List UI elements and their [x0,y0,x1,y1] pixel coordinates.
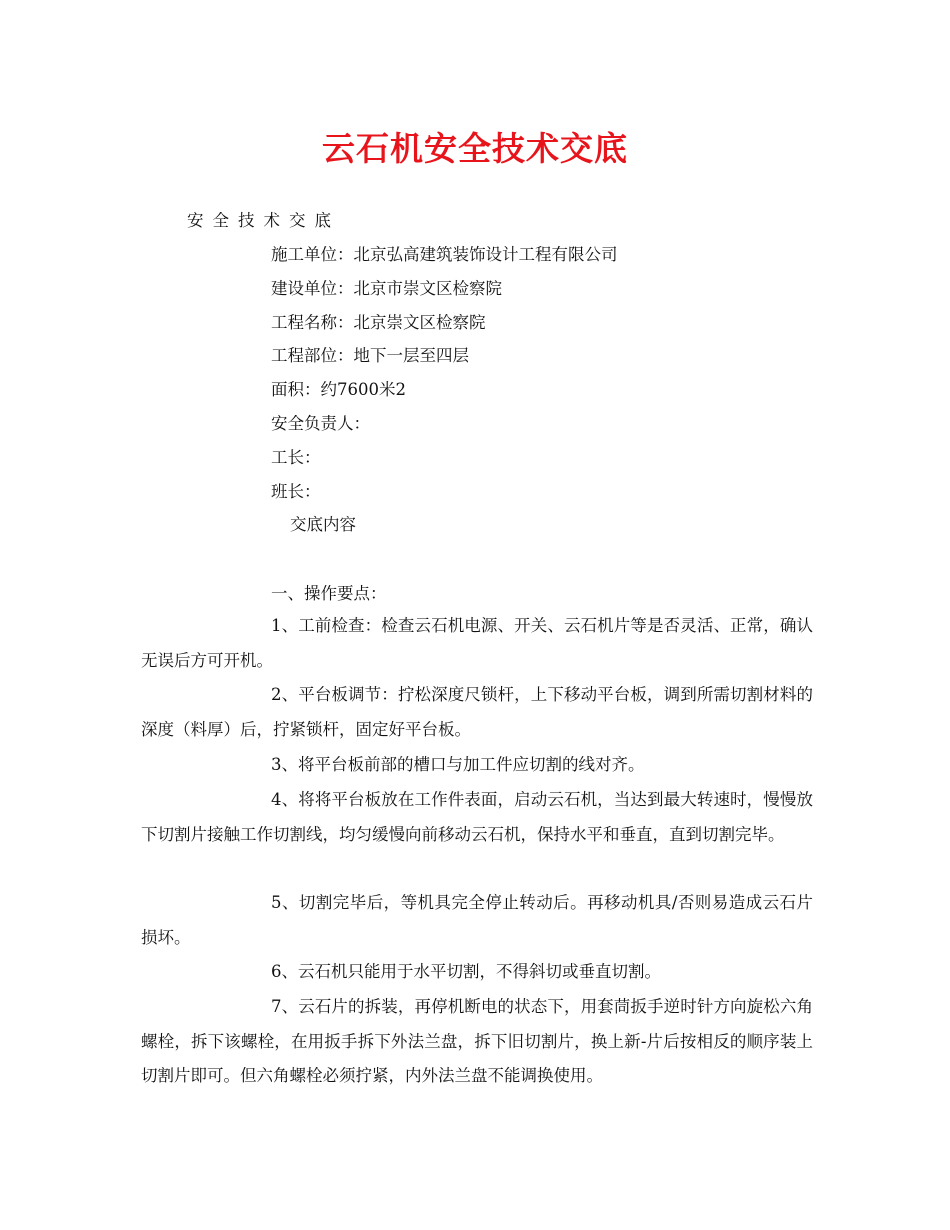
item-4: 4、将将平台板放在工作件表面，启动云石机，当达到最大转速时，慢慢放下切割片接触工作切割线，均匀缓慢向前移动云石机，保持水平和垂直，直到切割完毕。 [141,790,813,844]
section-heading: 一、操作要点： [271,584,387,603]
field-team-leader: 班长： [271,482,321,501]
document-title: 云石机安全技术交底 [322,129,628,168]
header-label: 安全技术交底 [187,211,340,230]
item-6: 6、云石机只能用于水平切割，不得斜切或垂直切割。 [271,962,661,981]
field-project-location: 工程部位：地下一层至四层 [271,346,469,365]
field-foreman: 工长： [271,448,321,467]
field-safety-officer: 安全负责人： [271,414,370,433]
field-construction-unit: 施工单位：北京弘高建筑装饰设计工程有限公司 [271,245,618,264]
field-owner-unit: 建设单位：北京市崇文区检察院 [271,279,502,298]
item-5: 5、切割完毕后，等机具完全停止转动后。再移动机具/否则易造成云石片损坏。 [141,893,813,947]
item-3: 3、将平台板前部的槽口与加工件应切割的线对齐。 [271,755,645,774]
item-2: 2、平台板调节：拧松深度尺锁杆，上下移动平台板，调到所需切割材料的深度（料厚）后，拧紧锁杆，固定好平台板。 [141,685,813,739]
item-7: 7、云石片的拆装，再停机断电的状态下，用套茼扳手逆时针方向旋松六角螺栓，拆下该螺栓，在用扳手拆下外法兰盘，拆下旧切割片，换上新-片后按相反的顺序装上切割片即可。但六角螺栓必须拧紧，内外法兰盘不能调换使用。 [141,997,813,1085]
item-1: 1、工前检查：检查云石机电源、开关、云石机片等是否灵活、正常，确认无误后方可开机。 [141,616,813,670]
field-area: 面积：约7600米2 [271,380,406,399]
field-project-name: 工程名称：北京崇文区检察院 [271,313,486,332]
content-label: 交底内容 [290,515,356,534]
